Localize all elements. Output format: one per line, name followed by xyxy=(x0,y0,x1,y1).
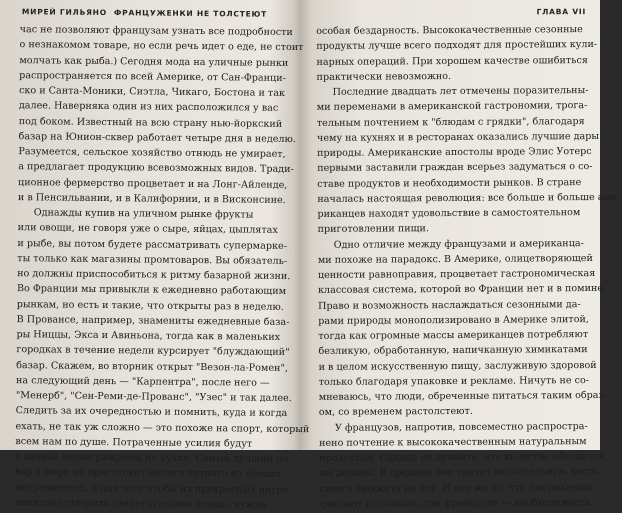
text-line: Во Франции мы привыкли к ежедневно работающим xyxy=(16,283,287,298)
text-line: ставе продуктов и необходимости рынков. В стране xyxy=(317,176,582,190)
text-line: тельным почтением к "блюдам с грядки", благодаря xyxy=(316,115,585,129)
right-running-header xyxy=(306,7,596,18)
text-line: своего бюджета на еду. И все же то, что американцы xyxy=(319,481,593,495)
text-line: Одно отличие между французами и американца- xyxy=(333,237,584,251)
text-line: о незнакомом товаре, но если речь идет о еде, не стоит xyxy=(19,39,304,54)
text-line: классовая система, которой во Франции нет и в помине. xyxy=(317,283,607,297)
text-line: продуктам. Однако не думайте, что качество обходится xyxy=(319,450,605,464)
right-body-text xyxy=(306,22,620,512)
text-line: чему на кухнях и в ресторанах оказались лучшие дары xyxy=(316,130,600,144)
text-line: базар на Юнион-сквер работает четыре дня в неделю. xyxy=(18,130,297,145)
text-line: Следить за их очередностью и помнить, куда и когда xyxy=(15,405,288,420)
text-line: всем нам по душе. Потраченные усилия будут xyxy=(15,435,253,450)
text-line: тогда как огромные массы американцев потребляют xyxy=(318,329,589,342)
text-line: риканцев находят удовольствие в самостоятельном xyxy=(317,207,581,220)
text-line: и в целом искусственную пищу, заслуживую здоровой xyxy=(318,359,597,373)
text-line: рынкам, но есть и такие, что открыты раз в неделю. xyxy=(16,298,284,313)
text-line: ингредиентов, а для того чтобы из прекрасных ингре- xyxy=(14,481,292,496)
header-book-title: ФРАНЦУЖЕНКИ НЕ ТОЛСТЕЮТ xyxy=(113,8,268,19)
text-line: природы. Американские апостолы вроде Элис Уотерс xyxy=(317,146,592,159)
text-line: и в Пенсильвании, и в Калифорнии, и в Висконсине. xyxy=(17,191,286,206)
text-line: с лихвой вознаграждены на кухне. Самый лучший по- xyxy=(15,451,292,466)
text-line: считают роскошью, для французов — необходимость. xyxy=(319,496,594,510)
text-line: У французов, напротив, повсеместно распростра- xyxy=(334,420,588,434)
right-page xyxy=(306,0,620,510)
text-line: первыми заставили граждан всерьез задуматься о со- xyxy=(317,161,593,175)
text-line: Право и возможность наслаждаться сезонными да- xyxy=(318,298,581,312)
text-line: городках в течение недели курсирует "блуждающий" xyxy=(16,344,290,359)
text-line: под боком. Известный на всю страну нью-йоркский xyxy=(18,115,283,130)
text-line: но должны приспособиться к ритму базарной жизни. xyxy=(17,268,291,282)
text-line: рами природы монополизировано в Америке элитой, xyxy=(318,313,589,327)
header-author: МИРЕЙ ГИЛЬЯНО xyxy=(21,7,107,18)
text-line: ционное фермерство процветает и на Лонг-Айленде, xyxy=(18,176,288,191)
text-line: ом, со временем растолстеют. xyxy=(318,406,473,419)
text-line: или овощи, не говоря уже о сыре, яйцах, цыплятах xyxy=(17,222,278,237)
text-line: безликую, обработанную, напичканную химикатами xyxy=(318,344,588,358)
text-line: ми похоже на парадокс. В Америке, олицетворяющей xyxy=(317,252,593,266)
text-line: Однажды купив на уличном рынке фрукты xyxy=(33,207,254,221)
left-page xyxy=(1,0,310,511)
text-line: и рыбе, вы потом будете рассматривать супермарке- xyxy=(17,237,287,252)
left-body-text xyxy=(1,22,310,513)
text-line: ми переменами в американской гастрономии, трога- xyxy=(316,100,588,114)
text-line: нарных операций. При хорошем качестве ошибиться xyxy=(316,54,588,68)
text-line: час не позволяют французам узнать все подробности xyxy=(19,24,293,39)
text-line: особая бездарность. Высококачественные сезонные xyxy=(316,24,583,37)
text-line: диентов сотворить отвратительное блюдо, нужна xyxy=(14,496,267,511)
text-line: молчать как рыба.) Сегодня мода на уличные рынки xyxy=(19,54,289,69)
text-line: базар. Скажем, во вторник открыт "Везон-ла-Ромен", xyxy=(16,359,289,374)
text-line: ехать, не так уж сложно — это похоже на спорт, который xyxy=(15,420,310,435)
text-line: Разумеется, сельское хозяйство отнюдь не умирает, xyxy=(18,146,286,160)
text-line: далее. Наверняка один из них расположился у вас xyxy=(18,100,279,115)
text-line: продукты лучше всего подходят для простейших кули- xyxy=(316,39,598,53)
text-line: мневаюсь, что люди, обреченные питаться таким образ- xyxy=(318,389,608,403)
text-line: а предлагает продукцию всевозможных видов. Тради- xyxy=(18,161,294,176)
text-line: распространяется по всей Америке, от Сан-Франци- xyxy=(19,69,286,84)
text-line: на следующий день — "Карпентра", после него — xyxy=(15,374,270,389)
text-line: нено почтение к высококачественным натуральным xyxy=(319,435,587,449)
text-line: "Менерб", "Сен-Реми-де-Прованс", "Узес" и так далее. xyxy=(15,390,292,405)
text-line: В Провансе, например, знамениты ежедневные база- xyxy=(16,313,290,328)
text-line: ценности равноправия, процветает гастрономическая xyxy=(317,267,596,281)
text-line: вар в мире не приготовит ничего путного из плохих xyxy=(15,466,281,481)
text-line: ты только как магазины промтоваров. Вы обязатель- xyxy=(17,252,288,267)
text-line: им дешево. В среднем они тратят значительную часть xyxy=(319,466,598,480)
text-line: Последние двадцать лет отмечены поразительны- xyxy=(332,85,589,98)
header-chapter: ГЛАВА VII xyxy=(536,7,587,17)
text-line: практически невозможно. xyxy=(316,70,452,83)
text-line: ры Ниццы, Экса и Авиньона, тогда как в маленьких xyxy=(16,329,281,343)
text-line: началась настоящая революция: все больше и больше аме- xyxy=(317,191,620,205)
text-line: ско и Санта-Моники, Сиэтла, Чикаго, Бостона и так xyxy=(18,85,286,99)
text-line: приготовлении пищи. xyxy=(317,223,430,236)
text-line: только благодаря упаковке и рекламе. Ничуть не со- xyxy=(318,374,589,388)
left-running-header xyxy=(6,7,288,19)
